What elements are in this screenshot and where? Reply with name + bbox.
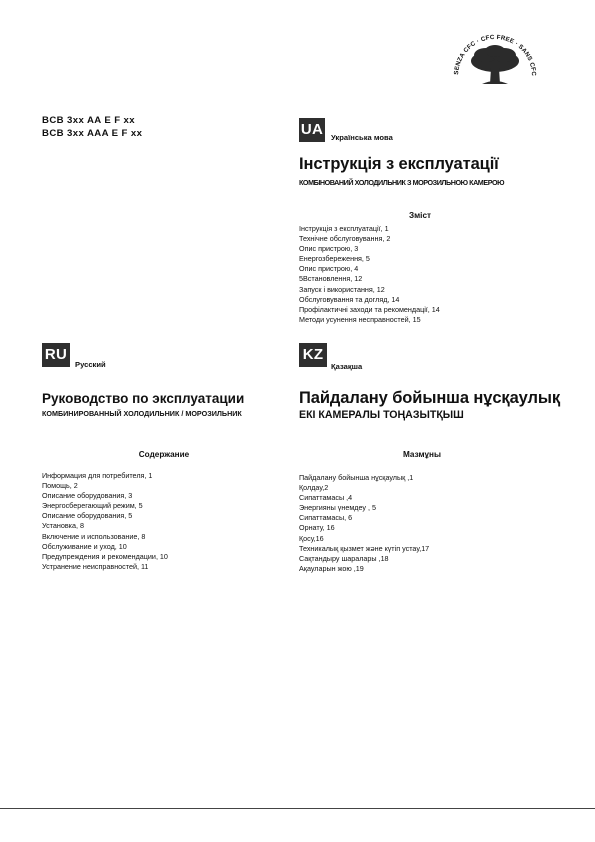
language-badge-ua: UA (299, 118, 325, 142)
toc-item: Сипаттамасы, 6 (299, 513, 353, 523)
toc-item: Описание оборудования, 5 (42, 511, 133, 521)
toc-item: Запуск і використання, 12 (299, 284, 385, 294)
toc-item: Технічне обслуговування, 2 (299, 234, 391, 244)
page-subtitle-ua: КОМБІНОВАНИЙ ХОЛОДИЛЬНИК З МОРОЗИЛЬНОЮ КАМЕРОЮ (299, 178, 505, 187)
toc-item: Опис пристрою, 3 (299, 244, 359, 254)
cfc-free-logo (446, 18, 544, 94)
toc-item: Энергосберегающий режим, 5 (42, 501, 143, 511)
language-name-ua: Українська мова (331, 133, 393, 142)
toc-item: Енергозбереження, 5 (299, 254, 370, 264)
toc-item: Включение и использование, 8 (42, 531, 146, 541)
toc-list-ua (299, 224, 440, 325)
toc-item: Ақауларын жою ,19 (299, 563, 364, 573)
toc-item: Пайдалану бойынша нұсқаулық ,1 (299, 473, 414, 482)
tree-icon (446, 18, 544, 94)
toc-item: Техникалық қызмет және күтіп устау,17 (299, 543, 430, 553)
language-badge-ru: RU (42, 343, 70, 367)
toc-item: Обслуживание и уход, 10 (42, 541, 127, 551)
model-number-1: BCB 3xx AA E F xx (42, 115, 135, 126)
toc-item: 5Встановлення, 12 (299, 274, 363, 284)
toc-title-ru: Содержание (138, 450, 190, 459)
toc-item: Информация для потребителя, 1 (42, 471, 153, 480)
page-subtitle-kz: ЕКІ КАМЕРАЛЫ ТОҢАЗЫТҚЫШ (299, 409, 464, 421)
toc-item: Профілактичні заходи та рекомендації, 14 (299, 304, 440, 314)
toc-item: Обслуговування та догляд, 14 (299, 294, 400, 304)
model-number-2: BCB 3xx AAA E F xx (42, 128, 143, 139)
cfc-ring-text: SENZA CFC · CFC FREE · SANS CFC (452, 33, 538, 77)
page-title-ua: Інструкція з експлуатації (299, 155, 499, 173)
toc-item: Описание оборудования, 3 (42, 491, 133, 501)
language-badge-kz: KZ (299, 343, 327, 367)
page-title-kz: Пайдалану бойынша нұсқаулық (299, 389, 561, 407)
toc-title-ua: Зміст (408, 211, 432, 220)
toc-item: Сақтандыру шаралары ,18 (299, 553, 389, 563)
toc-item: Сипаттамасы ,4 (299, 493, 353, 503)
toc-item: Энергияны үнемдеу , 5 (299, 503, 376, 513)
toc-list-kz (299, 473, 429, 574)
toc-item: Установка, 8 (42, 521, 84, 531)
toc-item: Қолдау,2 (299, 483, 329, 493)
toc-item: Опис пристрою, 4 (299, 264, 359, 274)
toc-item: Устранение неисправностей, 11 (42, 561, 149, 571)
page-title-ru: Руководство по эксплуатации (42, 391, 245, 406)
toc-item: Помощь, 2 (42, 481, 78, 491)
page-subtitle-ru: КОМБИНИРОВАННЫЙ ХОЛОДИЛЬНИК / МОРОЗИЛЬНИК (42, 409, 242, 418)
footer-divider (0, 808, 595, 809)
toc-item: Методи усунення несправностей, 15 (299, 314, 421, 324)
language-name-ru: Русский (75, 360, 106, 369)
toc-item: Орнату, 16 (299, 523, 335, 533)
toc-list-ru (42, 471, 168, 572)
toc-item: Қосу,16 (299, 533, 324, 543)
toc-item: Інструкція з експлуатації, 1 (299, 224, 389, 233)
toc-title-kz: Мазмұны (403, 450, 441, 459)
toc-item: Предупреждения и рекомендации, 10 (42, 551, 168, 561)
language-name-kz: Қазақша (331, 362, 363, 371)
